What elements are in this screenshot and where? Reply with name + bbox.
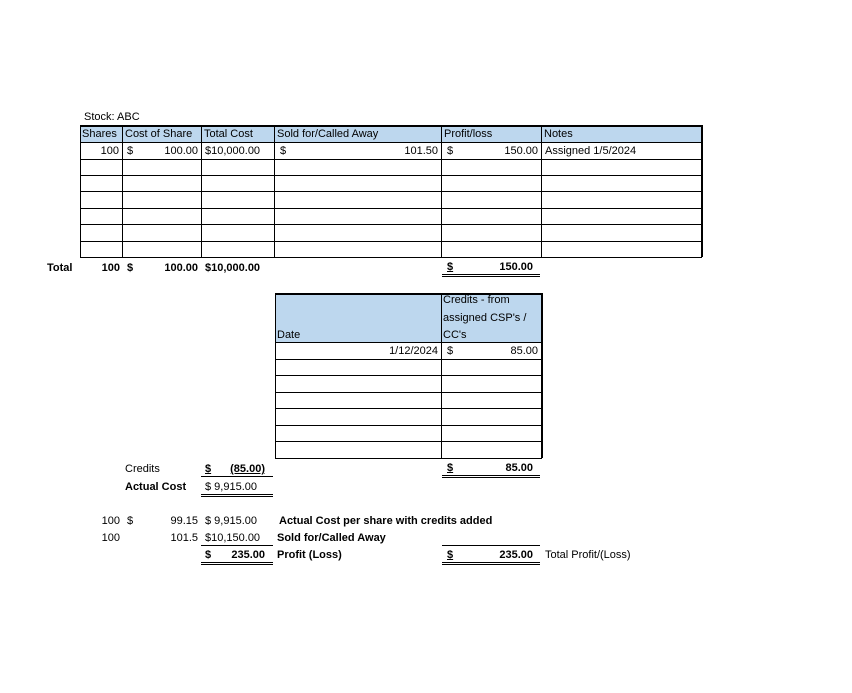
header-cost-of-share: Cost of Share <box>125 128 193 140</box>
credits-total-double-underline <box>442 475 540 478</box>
header-profit-loss: Profit/loss <box>444 128 493 140</box>
header-shares: Shares <box>82 128 117 140</box>
cell-total-cost: $10,000.00 <box>205 145 261 157</box>
final-row1-amount: $ 9,915.00 <box>205 515 257 527</box>
cell-date: 1/12/2024 <box>389 345 438 357</box>
credits-val: (85.00) <box>230 463 265 475</box>
cell-credit-val: 85.00 <box>510 345 538 357</box>
final-total-topline <box>442 545 540 546</box>
cell-profit-val: 150.00 <box>504 145 538 157</box>
total-total-cost: $10,000.00 <box>205 262 261 274</box>
final-row3-sym: $ <box>205 549 212 561</box>
cell-sold-val: 101.50 <box>404 145 438 157</box>
total-profit-val: 150.00 <box>499 261 533 273</box>
final-row3-double-underline <box>201 562 273 565</box>
total-shares: 100 <box>101 262 120 274</box>
final-total-val: 235.00 <box>499 549 533 561</box>
actual-cost-label: Actual Cost <box>125 481 187 493</box>
cell-credit-sym: $ <box>447 345 454 357</box>
credits-total-val: 85.00 <box>505 462 533 474</box>
total-profit-sym: $ <box>447 261 454 273</box>
final-row1-shares: 100 <box>101 515 120 527</box>
actual-cost-double-underline <box>201 494 273 497</box>
cell-shares: 100 <box>100 145 119 157</box>
credits-total-sym: $ <box>447 462 454 474</box>
cell-cost-sym: $ <box>127 145 134 157</box>
final-row1-sym: $ <box>127 515 134 527</box>
actual-cost-val: $ 9,915.00 <box>205 481 257 493</box>
final-total-label: Total Profit/(Loss) <box>545 549 631 561</box>
header-credits-line1: Credits - from <box>443 294 510 306</box>
credits-underline <box>201 476 273 477</box>
header-date: Date <box>277 329 301 341</box>
final-row2-label: Sold for/Called Away <box>277 532 386 544</box>
cell-profit-sym: $ <box>447 145 454 157</box>
final-row2-shares: 100 <box>101 532 120 544</box>
cell-cost-val: 100.00 <box>164 145 198 157</box>
header-notes: Notes <box>544 128 573 140</box>
final-row2-underline <box>201 545 273 546</box>
final-total-sym: $ <box>447 549 454 561</box>
total-profit-double-underline <box>442 274 540 277</box>
header-sold-for: Sold for/Called Away <box>277 128 379 140</box>
final-row2-amount: $10,150.00 <box>205 532 261 544</box>
cell-sold-sym: $ <box>280 145 287 157</box>
credits-label: Credits <box>125 463 160 475</box>
final-row3-amount: 235.00 <box>231 549 265 561</box>
credits-sym: $ <box>205 463 212 475</box>
header-credits-line2: assigned CSP's / <box>443 312 527 324</box>
total-cost-val: 100.00 <box>164 262 198 274</box>
header-total-cost: Total Cost <box>204 128 253 140</box>
total-label: Total <box>47 262 73 274</box>
total-cost-sym: $ <box>127 262 134 274</box>
final-row2-val: 101.5 <box>170 532 198 544</box>
final-row3-label: Profit (Loss) <box>277 549 342 561</box>
final-row1-label: Actual Cost per share with credits added <box>279 515 493 527</box>
stock-label: Stock: ABC <box>84 111 140 123</box>
cell-notes: Assigned 1/5/2024 <box>545 145 637 157</box>
final-total-double-underline <box>442 562 540 565</box>
final-row1-val: 99.15 <box>170 515 198 527</box>
header-credits-line3: CC's <box>443 329 467 341</box>
